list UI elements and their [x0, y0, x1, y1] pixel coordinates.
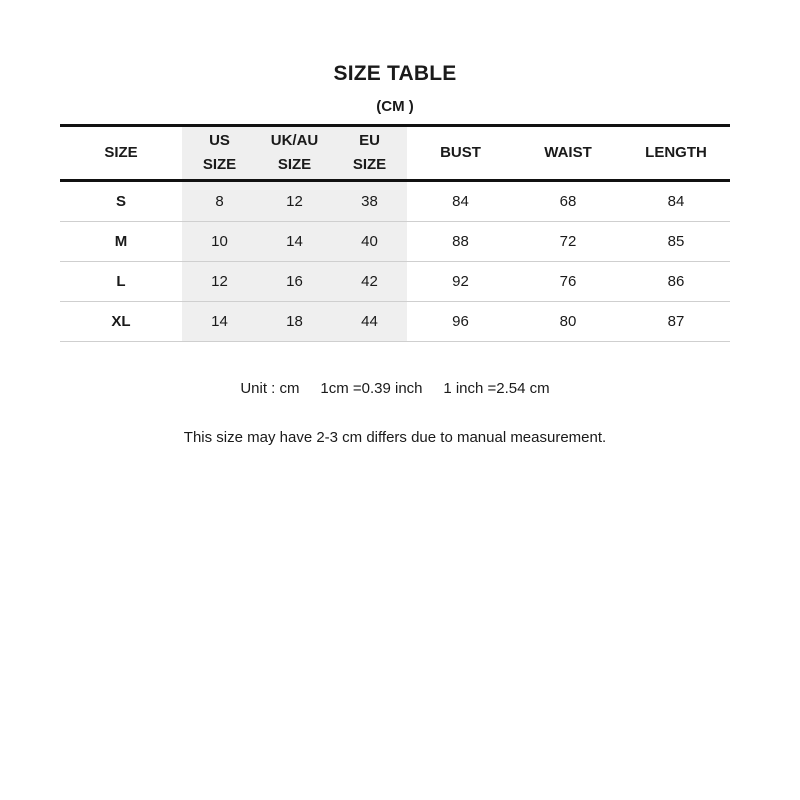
size-table-container	[60, 124, 730, 342]
cell-uk-au-size: 12	[257, 181, 332, 222]
cell-eu-size: 42	[332, 262, 407, 302]
cell-length: 85	[667, 233, 685, 250]
cell-uk-au-size: 18	[257, 302, 332, 342]
size-table	[60, 124, 730, 342]
header-uk-au-size: UK/AU SIZE	[257, 126, 332, 181]
cell-uk-au-size: 16	[257, 262, 332, 302]
cell-us-size: 12	[182, 262, 257, 302]
cell-eu-size: 40	[332, 222, 407, 262]
cell-size: M	[114, 233, 128, 250]
table-row	[60, 181, 730, 222]
cell-length: 84	[667, 193, 685, 210]
cell-us-size: 8	[182, 181, 257, 222]
cell-waist: 68	[559, 193, 577, 210]
cell-bust: 88	[452, 233, 469, 250]
header-us-size: US SIZE	[182, 126, 257, 181]
unit-subtitle: (CM )	[376, 98, 414, 115]
table-row	[60, 262, 730, 302]
cell-waist: 72	[559, 233, 577, 250]
cell-bust: 92	[452, 273, 469, 290]
cell-waist: 76	[559, 273, 577, 290]
cell-us-size: 10	[182, 222, 257, 262]
header-waist: WAIST	[544, 144, 592, 161]
cell-waist: 80	[559, 313, 577, 330]
cell-eu-size: 38	[332, 181, 407, 222]
cell-length: 86	[667, 273, 685, 290]
cell-length: 87	[667, 313, 685, 330]
header-bust: BUST	[440, 144, 481, 161]
cell-size: S	[115, 193, 126, 210]
page-title: SIZE TABLE	[333, 62, 457, 85]
cell-uk-au-size: 14	[257, 222, 332, 262]
table-row	[60, 302, 730, 342]
cell-bust: 96	[452, 313, 469, 330]
cell-size: XL	[111, 313, 131, 330]
cell-us-size: 14	[182, 302, 257, 342]
header-eu-size: EU SIZE	[332, 126, 407, 181]
measurement-disclaimer: This size may have 2-3 cm differs due to manual measurement.	[183, 429, 607, 446]
unit-conversion-note: Unit : cm 1cm =0.39 inch 1 inch =2.54 cm	[240, 380, 550, 397]
header-size: SIZE	[104, 144, 138, 161]
header-length: LENGTH	[645, 144, 707, 161]
cell-bust: 84	[452, 193, 469, 210]
table-header-row	[60, 126, 730, 181]
cell-size: L	[116, 273, 126, 290]
table-row	[60, 222, 730, 262]
cell-eu-size: 44	[332, 302, 407, 342]
